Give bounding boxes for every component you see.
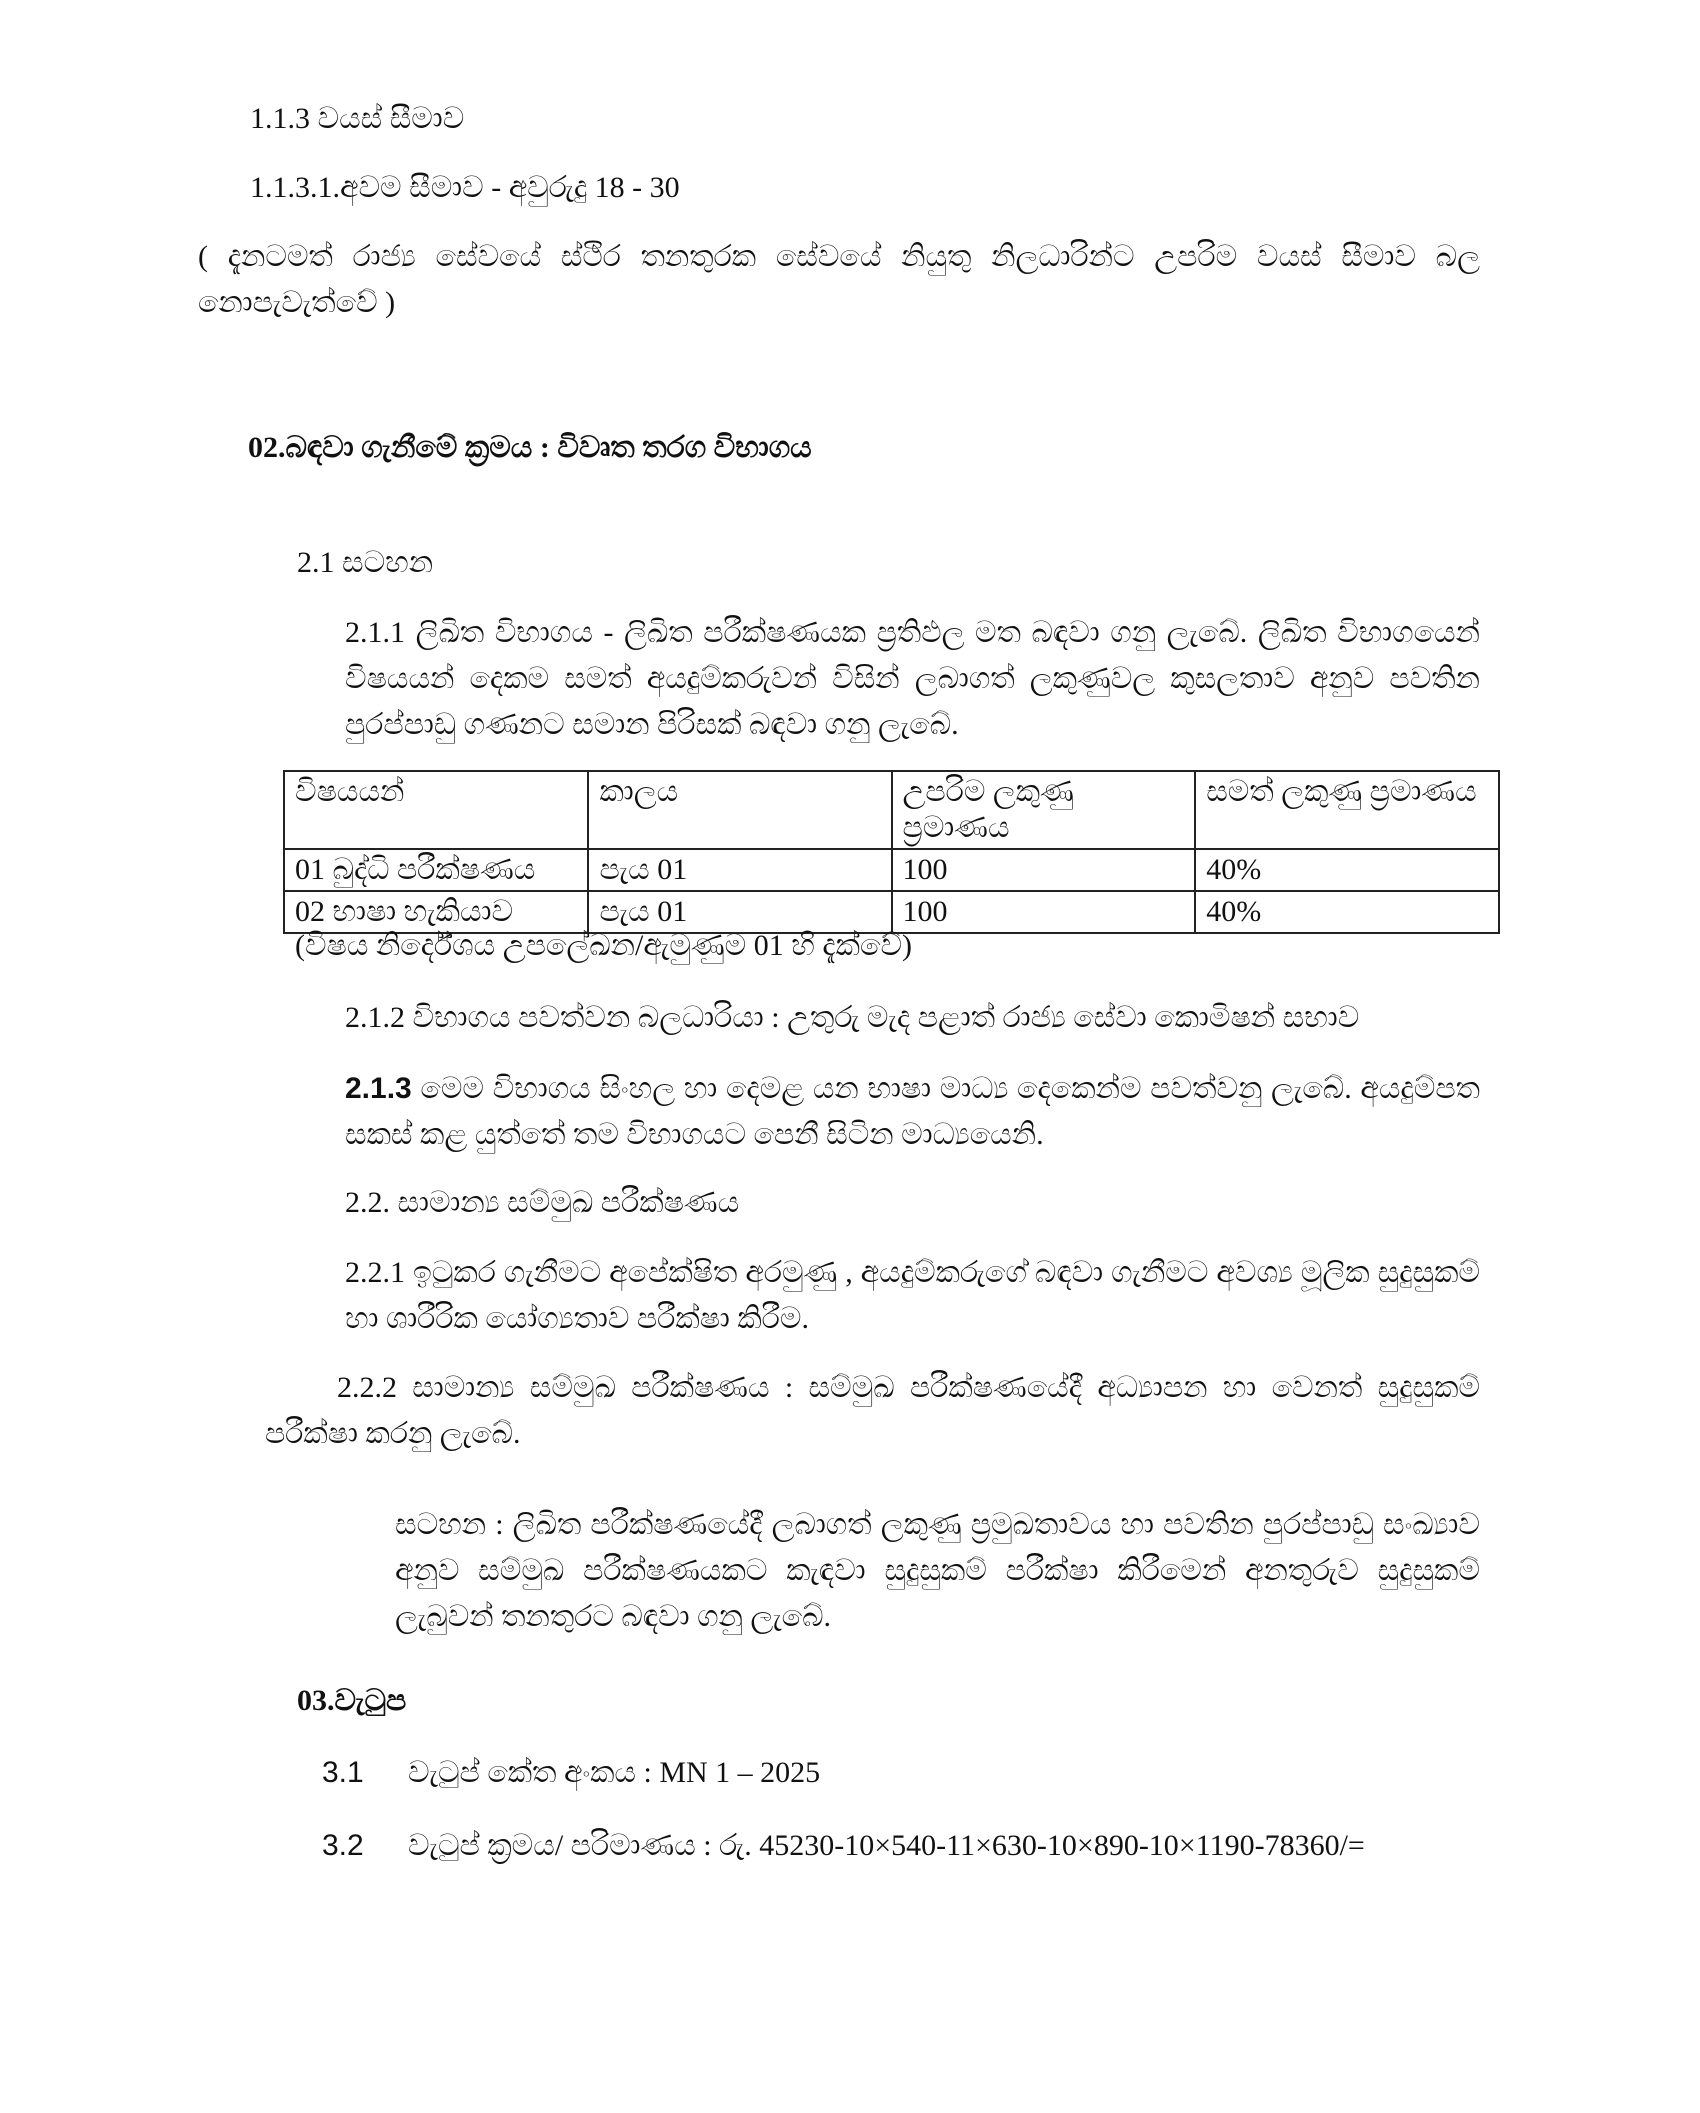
note-paragraph: සටහන : ලිඛිත පරීක්ෂණයේදී ලබාගත් ලකුණු ප්‍රමුඛතාවය හා පවතින පුරප්පාඩු සංඛ්‍යාව අනුව සම්මුඛ පරීක්ෂණයකට කැඳවා සුදුසුකම් පරීක්ෂා කිරීමෙන් අනතුරුව සුදුසුකම් ලැබුවන් තනතුරට බඳවා ගනු ලැබේ. xyxy=(395,1508,1480,1633)
table-header-cell: උපරිම ලකුණු ප්‍රමාණය xyxy=(892,771,1196,849)
table-cell: 02 භාෂා හැකියාව xyxy=(284,891,588,933)
paragraph-2-1-3-text: මෙම විභාගය සිංහල හා දෙමළ යන භාෂා මාධ්‍ය දෙකෙන්ම පවත්වනු ලැබේ. අයදුම්පත සකස් කළ යුත්තේ තම විභාගයට පෙනී සිටින මාධ්‍යයෙනි. xyxy=(345,1072,1480,1151)
heading-2-2: 2.2. සාමාන්‍ය සම්මුඛ පරීක්ෂණය xyxy=(345,1186,740,1219)
table-header-cell: විෂයයන් xyxy=(284,771,588,849)
paragraph-2-2-1: 2.2.1 ඉටුකර ගැනීමට අපේක්ෂිත අරමුණු , අයදුම්කරුගේ බඳවා ගැනීමට අවශ්‍ය මූලික සුදුසුකම් හා ශාරීරික යෝග්‍යතාව පරීක්ෂා කිරීම. xyxy=(345,1256,1480,1335)
heading-1-1-3-1: 1.1.3.1.අවම සීමාව - අවුරුදු 18 - 30 xyxy=(250,171,680,204)
section-02-heading: 02.බඳවා ගැනීමේ ක්‍රමය : විවෘත තරග විභාගය xyxy=(248,431,812,464)
salary-scale-number: 3.2 xyxy=(322,1829,364,1862)
table-cell: 100 xyxy=(892,849,1196,891)
table-header-row xyxy=(284,771,1499,849)
heading-2-1: 2.1 සටහන xyxy=(297,546,434,579)
salary-code-number: 3.1 xyxy=(322,1756,364,1789)
age-note-paragraph: ( දැනටමත් රාජ්‍ය සේවයේ ස්ථිර තනතුරක සේවයේ නියුතු නිලධාරින්ට උපරිම වයස් සීමාව බල නොපැවැත්වේ ) xyxy=(198,240,1480,319)
table-note: (විෂය නිර්දේශය උපලේඛන/ඇමුණුම 01 හි දැක්වේ) xyxy=(295,929,913,962)
paragraph-2-1-3-number: 2.1.3 xyxy=(345,1072,412,1105)
heading-1-1-3: 1.1.3 වයස් සීමාව xyxy=(250,102,465,135)
table-cell: පැය 01 xyxy=(588,891,891,933)
salary-scale-text: වැටුප් ක්‍රමය/ පරිමාණය : රු. 45230-10×540-11×630-10×890-10×1190-78360/= xyxy=(408,1829,1365,1862)
table-cell: 100 xyxy=(892,891,1196,933)
table-header-cell: කාලය xyxy=(588,771,891,849)
table-row xyxy=(284,849,1499,891)
paragraph-2-1-1: 2.1.1 ලිඛිත විභාගය - ලිඛිත පරීක්ෂණයක ප්‍රතිඵල මත බඳවා ගනු ලැබේ. ලිඛිත විභාගයෙන් විෂයයන් දෙකම සමත් අයදුම්කරුවන් විසින් ලබාගත් ලකුණුවල කුසලතාව අනුව පවතින පුරප්පාඩු ගණනට සමාන පිරිසක් බඳවා ගනු ලැබේ. xyxy=(345,616,1480,741)
salary-code-text: වැටුප් කේත අංකය : MN 1 – 2025 xyxy=(408,1756,821,1789)
paragraph-2-1-2: 2.1.2 විභාගය පවත්වන බලධාරියා : උතුරු මැද පළාත් රාජ්‍ය සේවා කොමිෂන් සභාව xyxy=(345,1001,1360,1034)
paragraph-2-1-3 xyxy=(345,1066,1480,1158)
paragraph-2-2-2: 2.2.2 සාමාන්‍ය සම්මුඛ පරීක්ෂණය : සම්මුඛ පරීක්ෂණයේදී අධ්‍යාපන හා වෙනත් සුදුසුකම් පරීක්ෂා කරනු ලැබේ. xyxy=(265,1371,1480,1450)
table-cell: 01 බුද්ධි පරීක්ෂණය xyxy=(284,849,588,891)
table-cell: පැය 01 xyxy=(588,849,891,891)
section-03-heading: 03.වැටුප xyxy=(297,1684,407,1717)
table-cell: 40% xyxy=(1195,891,1499,933)
table-header-cell: සමත් ලකුණු ප්‍රමාණය xyxy=(1195,771,1499,849)
table-cell: 40% xyxy=(1195,849,1499,891)
exam-subjects-table xyxy=(283,770,1500,934)
